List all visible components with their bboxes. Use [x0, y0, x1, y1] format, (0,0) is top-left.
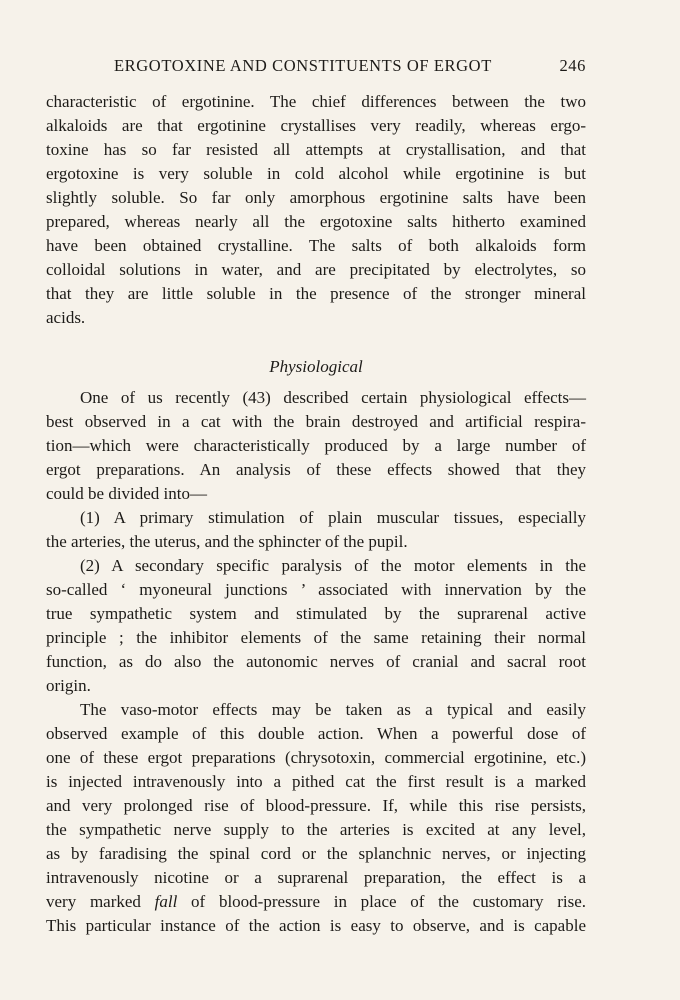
- paragraph-line: the sympathetic nerve supply to the arteries is excited at any level,: [46, 820, 586, 839]
- paragraph-line: best observed in a cat with the brain destroyed and artificial respira-: [46, 412, 586, 431]
- body-text: [46, 90, 586, 938]
- paragraph-line: so-called ‘ myoneural junctions ’ associated with innervation by the: [46, 580, 586, 599]
- paragraph-line: tion—which were characteristically produced by a large number of: [46, 436, 586, 455]
- paragraph-line: intravenously nicotine or a suprarenal preparation, the effect is a: [46, 868, 586, 887]
- paragraph-line: the arteries, the uterus, and the sphincter of the pupil.: [46, 532, 408, 551]
- paragraph-line: toxine has so far resisted all attempts at crystallisation, and that: [46, 140, 586, 159]
- paragraph-line: function, as do also the autonomic nerves of cranial and sacral root: [46, 652, 586, 671]
- paragraph-line: The vaso-motor effects may be taken as a typical and easily: [80, 700, 586, 719]
- paragraph-line: and very prolonged rise of blood-pressure. If, while this rise persists,: [46, 796, 586, 815]
- paragraph-line: One of us recently (43) described certain physiological effects—: [80, 388, 586, 407]
- paragraph-line: ergotoxine is very soluble in cold alcohol while ergotinine is but: [46, 164, 586, 183]
- paragraph-line: one of these ergot preparations (chrysotoxin, commercial ergotinine, etc.): [46, 748, 586, 767]
- section-heading: Physiological: [269, 357, 363, 376]
- paragraph-line: observed example of this double action. When a powerful dose of: [46, 724, 586, 743]
- paragraph-line: ergot preparations. An analysis of these effects showed that they: [46, 460, 586, 479]
- text-run: very marked: [46, 892, 155, 911]
- paragraph-line: slightly soluble. So far only amorphous ergotinine salts have been: [46, 188, 586, 207]
- paragraph-line: (1) A primary stimulation of plain muscular tissues, especially: [80, 508, 586, 527]
- paragraph-line: origin.: [46, 676, 91, 695]
- paragraph-line: alkaloids are that ergotinine crystallises very readily, whereas ergo-: [46, 116, 586, 135]
- paragraph-line: true sympathetic system and stimulated by the suprarenal active: [46, 604, 586, 623]
- text-run: of blood-pressure in place of the customary rise.: [177, 892, 587, 911]
- paragraph-line: (2) A secondary specific paralysis of the motor elements in the: [80, 556, 586, 575]
- paragraph-line: have been obtained crystalline. The salts of both alkaloids form: [46, 236, 586, 255]
- paragraph-line: as by faradising the spinal cord or the splanchnic nerves, or injecting: [46, 844, 586, 863]
- paragraph-line: that they are little soluble in the presence of the stronger mineral: [46, 284, 586, 303]
- paragraph-line: [46, 890, 586, 914]
- running-title: ERGOTOXINE AND CONSTITUENTS OF ERGOT: [114, 56, 492, 75]
- paragraph-line: acids.: [46, 308, 86, 327]
- paragraph-line: This particular instance of the action is easy to observe, and is capable: [46, 916, 586, 935]
- paragraph-line: principle ; the inhibitor elements of the same retaining their normal: [46, 628, 586, 647]
- emphasis-fall: fall: [154, 892, 178, 911]
- paragraph-line: colloidal solutions in water, and are precipitated by electrolytes, so: [46, 260, 586, 279]
- paragraph-line: is injected intravenously into a pithed cat the first result is a marked: [46, 772, 586, 791]
- paragraph-line: could be divided into—: [46, 484, 208, 503]
- paragraph-line: prepared, whereas nearly all the ergotoxine salts hitherto examined: [46, 212, 586, 231]
- paragraph-line: characteristic of ergotinine. The chief differences between the two: [46, 92, 586, 111]
- page-number: 246: [559, 56, 586, 75]
